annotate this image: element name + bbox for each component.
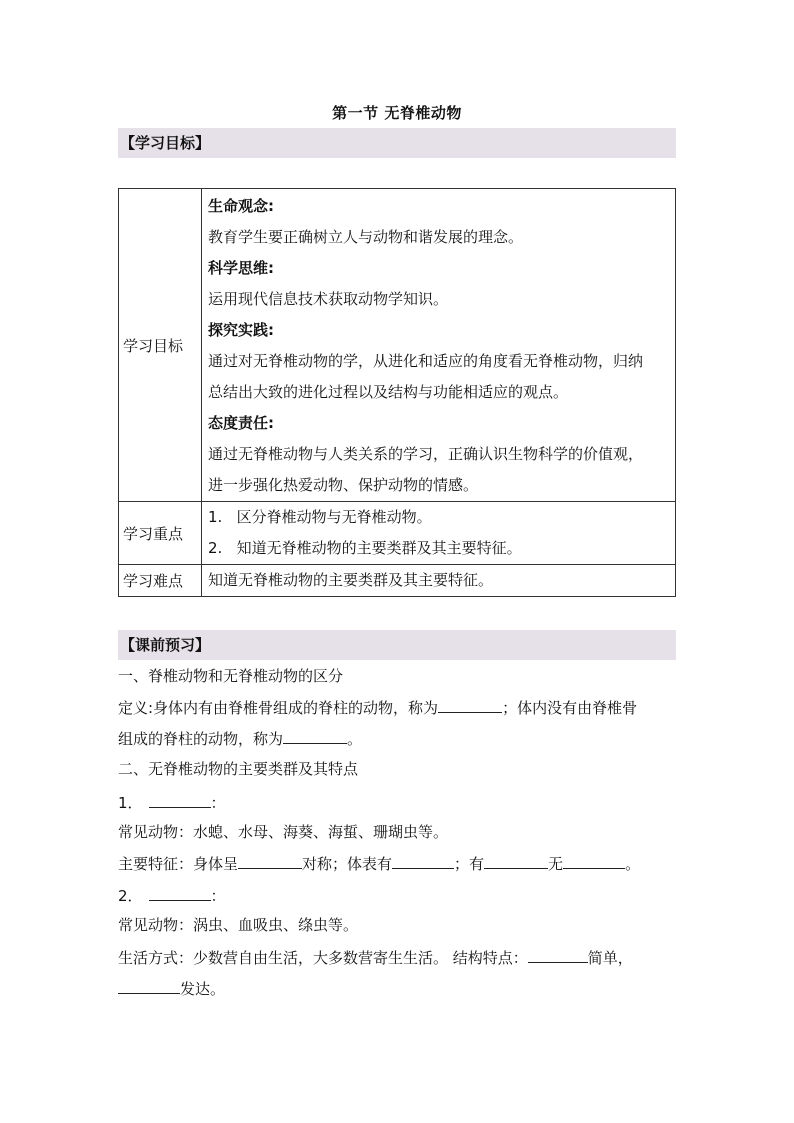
section-header-preview: 【课前预习】 [118, 630, 676, 660]
objectives-content [202, 189, 676, 502]
difficulties-content [202, 565, 676, 597]
page-title: 第一节 无脊椎动物 [332, 104, 462, 122]
objective-description: 运用现代信息技术获取动物学知识。 [208, 290, 449, 308]
blank-developed[interactable] [118, 977, 180, 994]
features-text-b: 对称；体表有 [302, 855, 393, 873]
blank-vertebrate[interactable] [438, 696, 502, 713]
group-1-number: 1． [118, 794, 143, 812]
objective-category-heading: 科学思维: [208, 259, 274, 277]
group-2-number: 2． [118, 887, 143, 905]
lifestyle-text-b: 简单， [587, 949, 633, 967]
objectives-table [118, 188, 676, 597]
objective-description: 通过对无脊椎动物的学，从进化和适应的角度看无脊椎动物，归纳 [208, 352, 644, 370]
preview-heading-1: 一、脊椎动物和无脊椎动物的区分 [118, 667, 344, 685]
objective-category-heading: 态度责任: [208, 414, 274, 432]
group-2-colon: ： [210, 887, 226, 905]
blank-group-1-name[interactable] [149, 791, 211, 808]
definition-line-1 [118, 696, 637, 718]
row-label-difficulties: 学习难点 [119, 565, 202, 597]
blank-no[interactable] [563, 852, 625, 869]
key-points-content [202, 502, 676, 565]
group-2-lifestyle [118, 946, 633, 968]
difficulty-text: 知道无脊椎动物的主要类群及其主要特征。 [208, 571, 494, 589]
lifestyle-text-a: 生活方式：少数营自由生活，大多数营寄生生活。 结构特点： [118, 949, 528, 967]
objective-description: 教育学生要正确树立人与动物和谐发展的理念。 [208, 228, 524, 246]
group-2-lifestyle-cont [118, 977, 225, 999]
features-text-e: 。 [625, 855, 641, 873]
features-text-d: 无 [548, 855, 564, 873]
row-label-objectives: 学习目标 [119, 189, 202, 502]
blank-group-2-name[interactable] [149, 884, 211, 901]
blank-structure[interactable] [528, 946, 588, 963]
definition-text-b: ；体内没有由脊椎骨 [502, 699, 638, 717]
blank-body-surface[interactable] [392, 852, 454, 869]
objective-description: 总结出大致的进化过程以及结构与功能相适应的观点。 [208, 383, 569, 401]
objective-description: 进一步强化热爱动物、保护动物的情感。 [208, 476, 479, 494]
definition-text-a: 定义:身体内有由脊椎骨组成的脊柱的动物，称为 [118, 699, 439, 717]
features-text-a: 主要特征：身体呈 [118, 855, 239, 873]
blank-invertebrate[interactable] [283, 727, 347, 744]
key-point-2: 2. 知道无脊椎动物的主要类群及其主要特征。 [208, 539, 522, 557]
table-row-key-points [119, 502, 676, 565]
definition-line-2 [118, 727, 362, 749]
blank-symmetry[interactable] [238, 852, 302, 869]
features-text-c: ；有 [454, 855, 485, 873]
definition-text-c: 组成的脊柱的动物，称为 [118, 730, 284, 748]
group-2-line [118, 884, 226, 906]
objective-category-heading: 探究实践: [208, 321, 274, 339]
group-1-line [118, 791, 226, 813]
group-1-colon: ： [210, 794, 226, 812]
section-header-objectives: 【学习目标】 [118, 128, 676, 158]
blank-has[interactable] [484, 852, 548, 869]
preview-heading-2: 二、无脊椎动物的主要类群及其特点 [118, 760, 359, 778]
row-label-key-points: 学习重点 [119, 502, 202, 565]
table-row-difficulties [119, 565, 676, 597]
lifestyle-text-c: 发达。 [180, 980, 226, 998]
group-1-features [118, 852, 640, 874]
key-point-1: 1. 区分脊椎动物与无脊椎动物。 [208, 508, 432, 526]
objective-category-heading: 生命观念: [208, 197, 274, 215]
objective-description: 通过无脊椎动物与人类关系的学习，正确认识生物科学的价值观， [208, 445, 644, 463]
group-1-examples: 常见动物：水螅、水母、海葵、海蜇、珊瑚虫等。 [118, 823, 449, 841]
group-2-examples: 常见动物：涡虫、血吸虫、绦虫等。 [118, 916, 359, 934]
definition-text-d: 。 [347, 730, 363, 748]
table-row-objectives [119, 189, 676, 502]
